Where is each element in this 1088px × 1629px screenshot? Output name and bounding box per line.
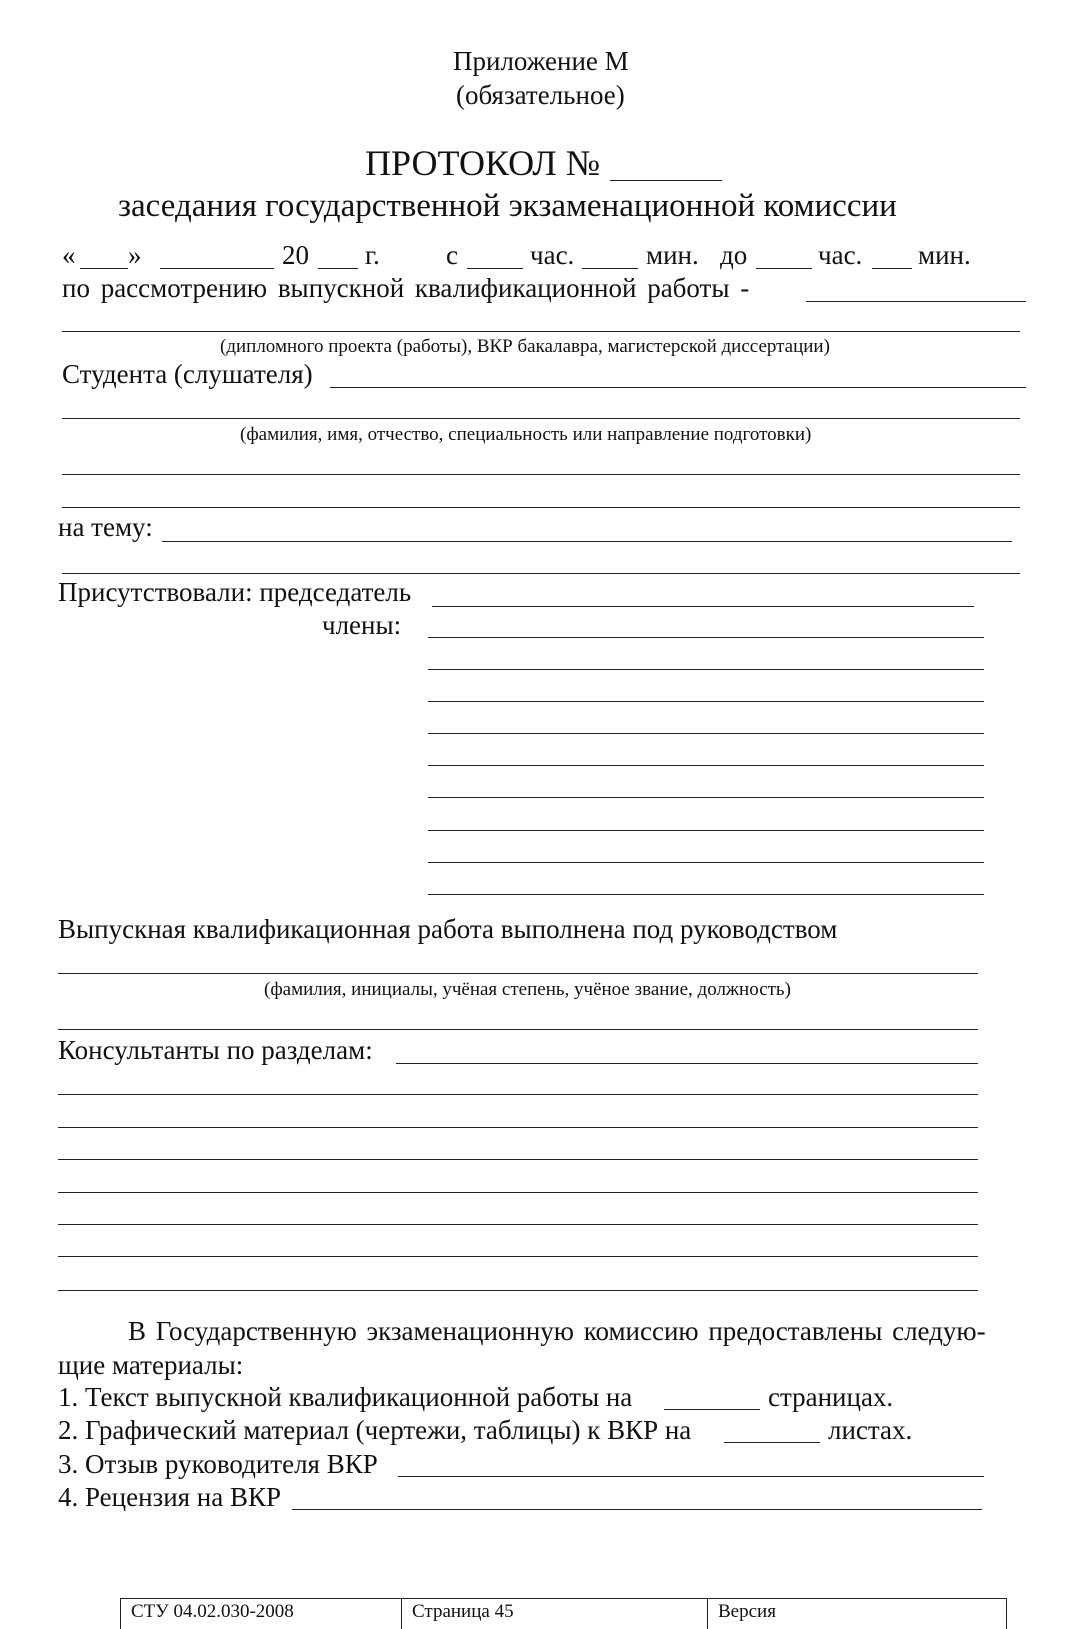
chairman-field[interactable] — [432, 606, 974, 607]
start-min-label: мин. — [646, 240, 699, 270]
day-field[interactable] — [80, 268, 128, 269]
pages-count-field[interactable] — [664, 1409, 760, 1410]
material-item-1-suffix: страницах. — [768, 1382, 894, 1412]
material-item-3-label: 3. Отзыв руководителя ВКР — [58, 1449, 378, 1479]
protocol-title: ПРОТОКОЛ № — [365, 143, 601, 183]
materials-intro-line-2: щие материалы: — [58, 1350, 244, 1380]
month-field[interactable] — [160, 268, 274, 269]
member-line-2[interactable] — [428, 669, 984, 670]
consultant-line-1[interactable] — [58, 1094, 978, 1095]
quote-open: « — [62, 240, 76, 270]
footer-page-label: Страница 45 — [402, 1599, 708, 1629]
consultant-line-5[interactable] — [58, 1224, 978, 1225]
from-label: с — [446, 240, 458, 270]
appendix-label: Приложение М — [453, 46, 629, 76]
student-extra-line-2[interactable] — [62, 507, 1020, 508]
topic-label: на тему: — [58, 512, 153, 542]
supervisor-field[interactable] — [58, 973, 978, 974]
caption-student: (фамилия, имя, отчество, специальность или направление подготовки) — [240, 424, 812, 445]
quote-close: » — [128, 240, 142, 270]
materials-intro-line-1: В Государственную экзаменационную комиссию предоставлены следую- — [128, 1316, 986, 1346]
student-label: Студента (слушателя) — [62, 359, 313, 389]
review-field-continued[interactable] — [62, 331, 1020, 332]
external-review-field[interactable] — [292, 1509, 982, 1510]
member-line-5[interactable] — [428, 765, 984, 766]
consultant-line-2[interactable] — [58, 1127, 978, 1128]
end-min-label: мин. — [918, 240, 971, 270]
end-hour-label: час. — [818, 240, 863, 270]
review-field[interactable] — [806, 301, 1026, 302]
material-item-2-suffix: листах. — [828, 1415, 913, 1445]
protocol-number-field[interactable] — [610, 180, 722, 181]
material-item-4-label: 4. Рецензия на ВКР — [58, 1482, 282, 1512]
student-field[interactable] — [330, 387, 1026, 388]
member-line-4[interactable] — [428, 733, 984, 734]
member-line-1[interactable] — [428, 637, 984, 638]
topic-field-continued[interactable] — [62, 573, 1020, 574]
end-min-field[interactable] — [872, 268, 912, 269]
review-label: по рассмотрению выпускной квалификационной работы - — [62, 273, 750, 303]
member-line-8[interactable] — [428, 862, 984, 863]
mandatory-label: (обязательное) — [456, 80, 625, 110]
protocol-subtitle: заседания государственной экзаменационной комиссии — [118, 188, 897, 224]
year-field[interactable] — [318, 268, 358, 269]
topic-field[interactable] — [162, 541, 1012, 542]
start-min-field[interactable] — [582, 268, 638, 269]
member-line-7[interactable] — [428, 830, 984, 831]
supervisor-label: Выпускная квалификационная работа выполнена под руководством — [58, 914, 838, 944]
year-suffix: г. — [365, 240, 380, 270]
footer-extra: Версия — [718, 1601, 776, 1622]
footer-doc-code: СТУ 04.02.030-2008 — [121, 1599, 402, 1629]
consultant-line-4[interactable] — [58, 1192, 978, 1193]
supervisor-review-field[interactable] — [398, 1476, 984, 1477]
student-field-continued[interactable] — [62, 418, 1020, 419]
consultants-field[interactable] — [396, 1063, 978, 1064]
to-label: до — [720, 240, 748, 270]
consultants-label: Консультанты по разделам: — [58, 1035, 373, 1065]
members-label: члены: — [322, 610, 402, 640]
supervisor-field-continued[interactable] — [58, 1029, 978, 1030]
start-hour-label: час. — [530, 240, 575, 270]
end-hour-field[interactable] — [756, 268, 812, 269]
material-item-2-label: 2. Графический материал (чертежи, таблицы) к ВКР на — [58, 1415, 692, 1445]
member-line-3[interactable] — [428, 701, 984, 702]
caption-supervisor: (фамилия, инициалы, учёная степень, учёное звание, должность) — [264, 979, 791, 1000]
consultant-line-6[interactable] — [58, 1256, 978, 1257]
year-prefix: 20 — [282, 240, 309, 270]
student-extra-line-1[interactable] — [62, 474, 1020, 475]
member-line-9[interactable] — [428, 894, 984, 895]
material-item-1-label: 1. Текст выпускной квалификационной работы на — [58, 1382, 633, 1412]
member-line-6[interactable] — [428, 797, 984, 798]
footer-table — [120, 1598, 1007, 1629]
sheets-count-field[interactable] — [724, 1442, 820, 1443]
consultant-line-7[interactable] — [58, 1290, 978, 1291]
consultant-line-3[interactable] — [58, 1159, 978, 1160]
present-chairman-label: Присутствовали: председатель — [58, 577, 412, 607]
start-hour-field[interactable] — [467, 268, 523, 269]
caption-work-type: (дипломного проекта (работы), ВКР бакалавра, магистерской диссертации) — [220, 336, 830, 357]
